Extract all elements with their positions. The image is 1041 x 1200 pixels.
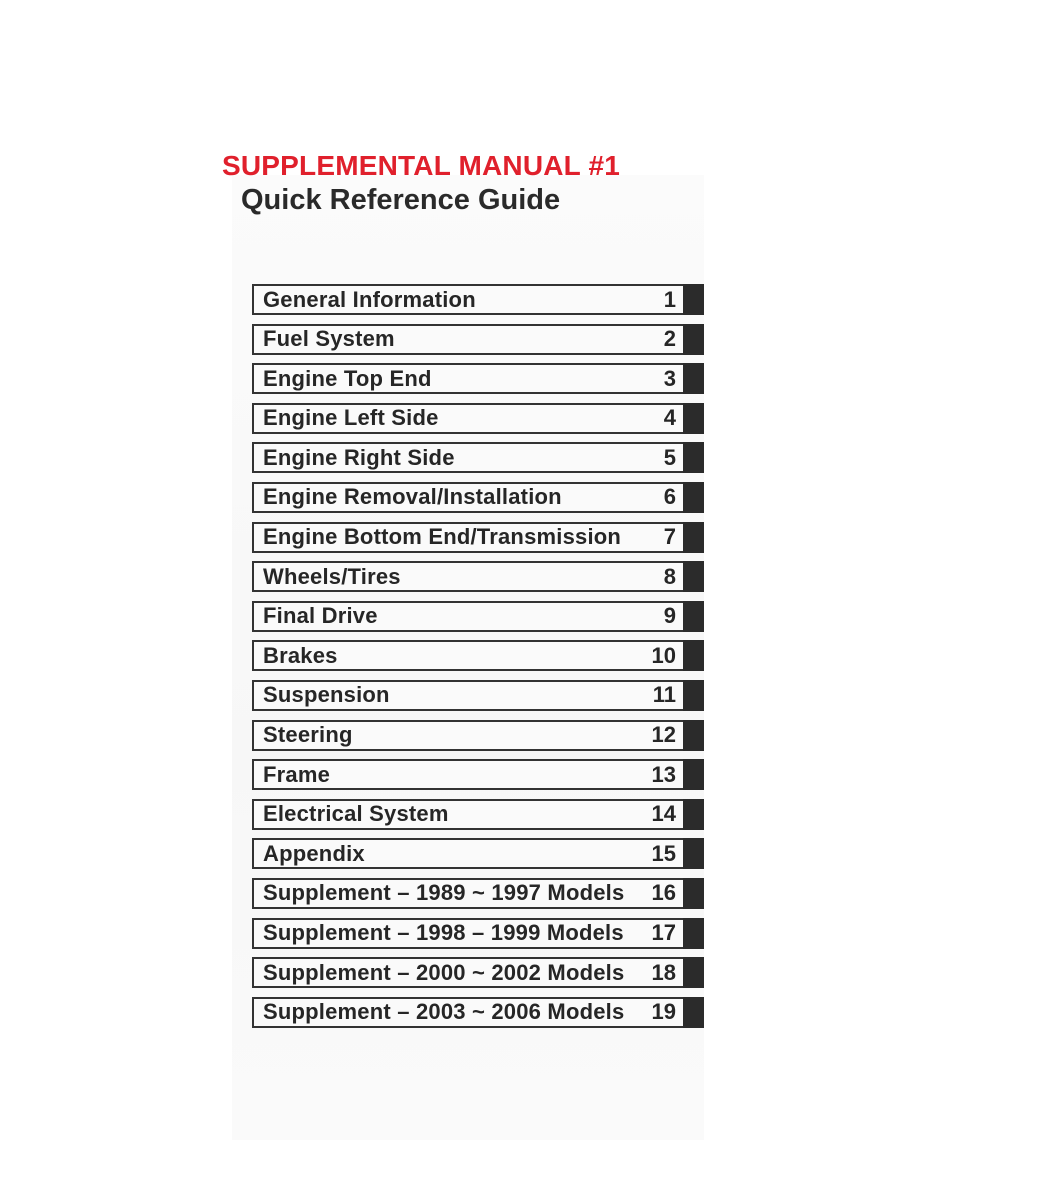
thumb-tab[interactable] bbox=[683, 878, 704, 909]
thumb-tab[interactable] bbox=[683, 838, 704, 869]
toc-item[interactable] bbox=[252, 957, 704, 988]
thumb-tab[interactable] bbox=[683, 918, 704, 949]
toc-item-label: Electrical System bbox=[263, 801, 449, 827]
manual-title: SUPPLEMENTAL MANUAL #1 bbox=[222, 150, 620, 181]
thumb-tab[interactable] bbox=[683, 799, 704, 830]
toc-item-number: 8 bbox=[663, 563, 676, 589]
toc-item-number: 5 bbox=[663, 444, 676, 470]
toc-item-number: 14 bbox=[651, 801, 676, 827]
thumb-tab[interactable] bbox=[683, 957, 704, 988]
toc-item-number: 3 bbox=[663, 365, 676, 391]
toc-item[interactable] bbox=[252, 997, 704, 1028]
toc-item[interactable] bbox=[252, 324, 704, 355]
toc-item-label: Wheels/Tires bbox=[263, 563, 401, 589]
toc-item[interactable] bbox=[252, 799, 704, 830]
toc-item[interactable] bbox=[252, 918, 704, 949]
toc-item[interactable] bbox=[252, 640, 704, 671]
toc-item[interactable] bbox=[252, 284, 704, 315]
toc-item-number: 6 bbox=[663, 484, 676, 510]
toc-item[interactable] bbox=[252, 522, 704, 553]
thumb-tab[interactable] bbox=[683, 997, 704, 1028]
toc-item-number: 10 bbox=[651, 642, 676, 668]
toc-item-number: 12 bbox=[651, 722, 676, 748]
toc-item-label: Brakes bbox=[263, 642, 338, 668]
thumb-tab[interactable] bbox=[683, 403, 704, 434]
toc-item-label: Fuel System bbox=[263, 326, 395, 352]
toc-item[interactable] bbox=[252, 482, 704, 513]
thumb-tab[interactable] bbox=[683, 442, 704, 473]
toc-item-label: Supplement – 1998 – 1999 Models bbox=[263, 920, 624, 945]
toc-item-label: Engine Bottom End/Transmission bbox=[263, 524, 622, 550]
toc-item-label: Engine Right Side bbox=[263, 444, 455, 470]
toc-item-label: Final Drive bbox=[263, 603, 378, 629]
toc-item[interactable] bbox=[252, 601, 704, 632]
toc-item-number: 16 bbox=[651, 880, 676, 906]
toc-item-label: Suspension bbox=[263, 682, 390, 708]
toc-item-label: Engine Left Side bbox=[263, 405, 439, 431]
thumb-tab[interactable] bbox=[683, 561, 704, 592]
toc-item-label: Supplement – 1989 ~ 1997 Models bbox=[263, 880, 625, 906]
toc-item-number: 18 bbox=[651, 959, 676, 985]
toc-item-label: Supplement – 2003 ~ 2006 Models bbox=[263, 999, 625, 1025]
toc-item-number: 7 bbox=[663, 524, 676, 550]
toc-item-number: 13 bbox=[651, 761, 676, 787]
toc-item[interactable] bbox=[252, 759, 704, 790]
toc-item-label: Engine Top End bbox=[263, 365, 432, 391]
toc-item-label: Engine Removal/Installation bbox=[263, 484, 562, 510]
toc-item-label: Appendix bbox=[263, 840, 365, 866]
toc-item-number: 19 bbox=[651, 999, 676, 1025]
toc-item-label: Steering bbox=[263, 722, 353, 748]
toc-item[interactable] bbox=[252, 720, 704, 751]
thumb-tab[interactable] bbox=[683, 482, 704, 513]
toc-item[interactable] bbox=[252, 442, 704, 473]
thumb-tab[interactable] bbox=[683, 363, 704, 394]
toc-list bbox=[252, 284, 704, 1036]
thumb-tab[interactable] bbox=[683, 759, 704, 790]
toc-item[interactable] bbox=[252, 363, 704, 394]
toc-item-number: 1 bbox=[663, 286, 676, 312]
page-title: Quick Reference Guide bbox=[241, 184, 561, 216]
toc-item-label: General Information bbox=[263, 286, 476, 312]
toc-item-number: 9 bbox=[663, 603, 676, 629]
toc-item[interactable] bbox=[252, 838, 704, 869]
toc-item[interactable] bbox=[252, 680, 704, 711]
toc-item-number: 15 bbox=[651, 840, 676, 866]
thumb-tab[interactable] bbox=[683, 720, 704, 751]
thumb-tab[interactable] bbox=[683, 324, 704, 355]
thumb-tab[interactable] bbox=[683, 522, 704, 553]
toc-item[interactable] bbox=[252, 561, 704, 592]
thumb-tab[interactable] bbox=[683, 640, 704, 671]
thumb-tab[interactable] bbox=[683, 680, 704, 711]
toc-item-label: Frame bbox=[263, 761, 331, 787]
toc-item[interactable] bbox=[252, 878, 704, 909]
toc-item-number: 11 bbox=[652, 682, 676, 708]
toc-item-number: 4 bbox=[663, 405, 676, 431]
thumb-tab[interactable] bbox=[683, 601, 704, 632]
toc-item[interactable] bbox=[252, 403, 704, 434]
toc-item-number: 17 bbox=[651, 920, 676, 945]
toc-item-label: Supplement – 2000 ~ 2002 Models bbox=[263, 959, 625, 985]
thumb-tab[interactable] bbox=[683, 284, 704, 315]
toc-item-number: 2 bbox=[663, 326, 676, 352]
